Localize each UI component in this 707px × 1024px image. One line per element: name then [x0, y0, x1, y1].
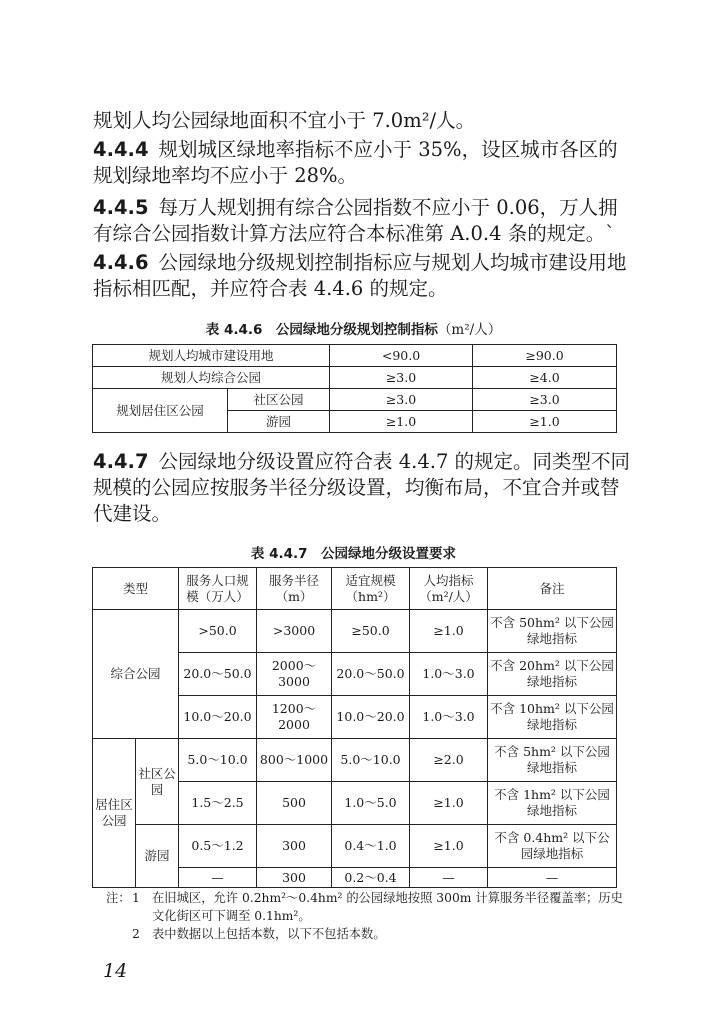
caption-title: 表 4.4.7 公园绿地分级设置要求 [250, 546, 457, 562]
table-cell: ≥3.0 [473, 389, 617, 411]
table-cell: ≥1.0 [410, 825, 488, 868]
table-cell: 300 [257, 868, 332, 888]
table-row [93, 345, 617, 367]
caption-title: 表 4.4.6 公园绿地分级规划控制指标 [205, 322, 438, 338]
table-cell: ≥3.0 [330, 367, 473, 389]
table-cell: ≥50.0 [332, 610, 410, 653]
group-label: 居住区公园 [93, 739, 136, 888]
table-notes [106, 889, 626, 943]
table-cell: 1.5～2.5 [179, 782, 257, 825]
table-row [93, 739, 617, 782]
table-cell: 5.0～10.0 [179, 739, 257, 782]
table-cell: 1.0～3.0 [410, 653, 488, 696]
table-4-4-6-caption [0, 318, 707, 338]
table-cell: 不含 0.4hm² 以下公园绿地指标 [488, 825, 617, 868]
table-cell: 不含 20hm² 以下公园绿地指标 [488, 653, 617, 696]
table-row [93, 389, 617, 411]
table-4-4-7-caption [0, 542, 707, 562]
paragraph-text: 规划人均公园绿地面积不宜小于 7.0m²/人。 [93, 109, 476, 132]
subgroup-label: 游园 [136, 825, 179, 888]
table-row [93, 367, 617, 389]
table-cell: 300 [257, 825, 332, 868]
table-cell: ≥90.0 [473, 345, 617, 367]
table-cell: 1.0～5.0 [332, 782, 410, 825]
header-note: 备注 [488, 568, 617, 610]
header-scale: 适宜规模（hm²） [332, 568, 410, 610]
table-4-4-6 [92, 344, 617, 433]
clause-text: 公园绿地分级设置应符合表 4.4.7 的规定。同类型不同规模的公园应按服务半径分级设置，均衡布局，不宜合并或替代建设。 [93, 450, 631, 525]
header-type: 类型 [93, 568, 179, 610]
table-cell: 0.4～1.0 [332, 825, 410, 868]
table-row [93, 825, 617, 868]
table-cell: — [179, 868, 257, 888]
header-per-capita: 人均指标（m²/人） [410, 568, 488, 610]
table-row [93, 610, 617, 653]
clause-4-4-7 [93, 449, 633, 527]
clause-number: 4.4.6 [93, 251, 149, 274]
table-cell: 1.0～3.0 [410, 696, 488, 739]
clause-text: 公园绿地分级规划控制指标应与规划人均城市建设用地指标相匹配，并应符合表 4.4.6 的规定。 [93, 251, 627, 300]
table-cell: 不含 10hm² 以下公园绿地指标 [488, 696, 617, 739]
table-cell: — [488, 868, 617, 888]
table-cell: — [410, 868, 488, 888]
table-cell: 5.0～10.0 [332, 739, 410, 782]
group-label: 综合公园 [93, 610, 179, 739]
header-radius: 服务半径（m） [257, 568, 332, 610]
table-cell: ≥1.0 [410, 610, 488, 653]
group-label: 规划居住区公园 [93, 389, 228, 433]
table-cell: ≥1.0 [410, 782, 488, 825]
header-population: 服务人口规模（万人） [179, 568, 257, 610]
table-cell: 1200～2000 [257, 696, 332, 739]
table-cell: 不含 50hm² 以下公园绿地指标 [488, 610, 617, 653]
page-number: 14 [103, 960, 128, 982]
table-cell: ≥1.0 [473, 411, 617, 433]
table-cell: 0.2～0.4 [332, 868, 410, 888]
table-cell: 20.0～50.0 [179, 653, 257, 696]
table-cell: ≥2.0 [410, 739, 488, 782]
note-number: 2 [132, 927, 140, 941]
row-label: 游园 [228, 411, 330, 433]
table-cell: 20.0～50.0 [332, 653, 410, 696]
table-cell: >3000 [257, 610, 332, 653]
table-cell: 10.0～20.0 [179, 696, 257, 739]
table-cell: 不含 5hm² 以下公园绿地指标 [488, 739, 617, 782]
note-label: 注： [106, 891, 131, 905]
paragraph-per-capita-park [93, 108, 633, 134]
caption-unit: （m²/人） [437, 322, 502, 338]
table-cell: ≥3.0 [330, 389, 473, 411]
table-cell: ≥4.0 [473, 367, 617, 389]
clause-number: 4.4.5 [93, 196, 149, 219]
table-cell: >50.0 [179, 610, 257, 653]
table-4-4-7 [92, 567, 617, 888]
table-cell: ≥1.0 [330, 411, 473, 433]
table-cell: 800～1000 [257, 739, 332, 782]
clause-4-4-4 [93, 137, 633, 189]
table-cell: 500 [257, 782, 332, 825]
clause-4-4-6 [93, 250, 633, 302]
note-item [106, 889, 626, 925]
table-cell: 0.5～1.2 [179, 825, 257, 868]
clause-number: 4.4.7 [93, 450, 149, 473]
row-label: 社区公园 [228, 389, 330, 411]
clause-text: 每万人规划拥有综合公园指数不应小于 0.06，万人拥有综合公园指数计算方法应符合本标准第 A.0.4 条的规定。` [93, 196, 618, 245]
table-cell: <90.0 [330, 345, 473, 367]
note-number: 1 [132, 891, 140, 905]
subgroup-label: 社区公园 [136, 739, 179, 825]
table-cell: 不含 1hm² 以下公园绿地指标 [488, 782, 617, 825]
clause-text: 规划城区绿地率指标不应小于 35%，设区城市各区的规划绿地率均不应小于 28%。 [93, 138, 618, 187]
header-row [93, 568, 617, 610]
table-cell: 2000～3000 [257, 653, 332, 696]
row-label: 规划人均综合公园 [93, 367, 330, 389]
note-text: 表中数据以上包括本数，以下不包括本数。 [152, 927, 386, 941]
clause-number: 4.4.4 [93, 138, 149, 161]
row-label: 规划人均城市建设用地 [93, 345, 330, 367]
table-cell: 10.0～20.0 [332, 696, 410, 739]
clause-4-4-5 [93, 195, 633, 247]
note-text: 在旧城区，允许 0.2hm²～0.4hm² 的公园绿地按照 300m 计算服务半径覆盖率；历史文化街区可下调至 0.1hm²。 [152, 891, 623, 923]
note-item [106, 925, 626, 943]
